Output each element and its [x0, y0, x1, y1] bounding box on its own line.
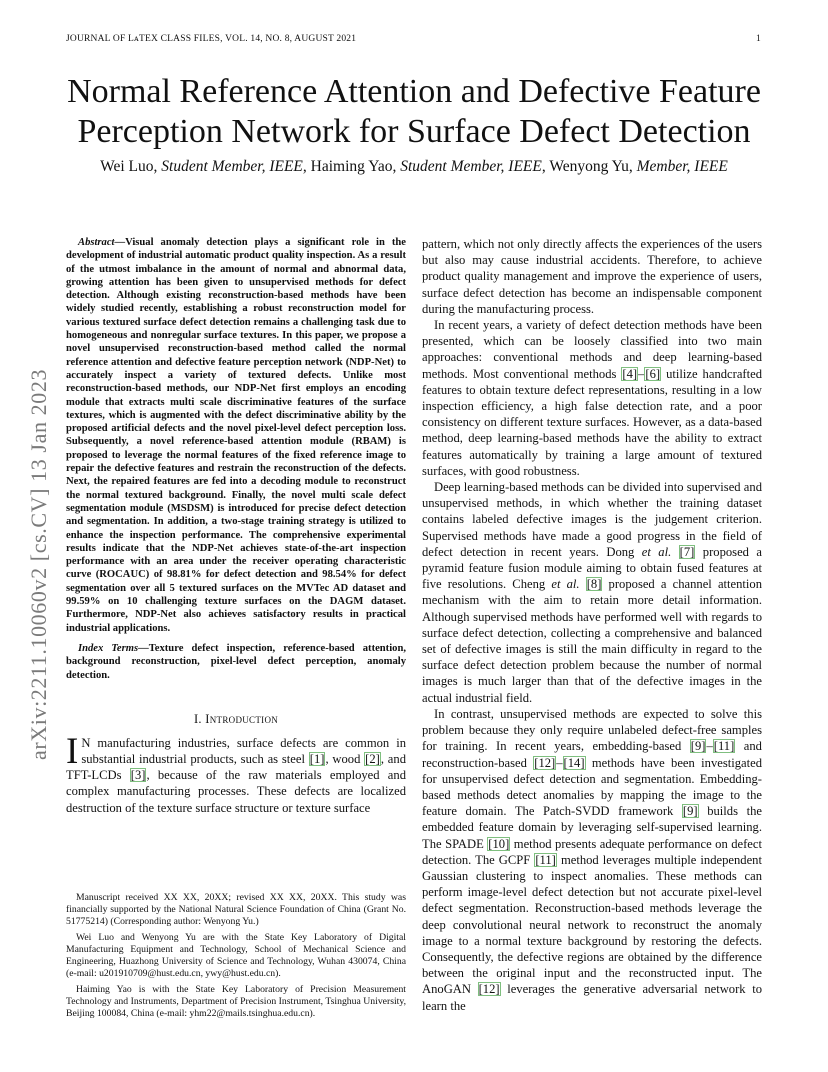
text-span: et al. [641, 544, 672, 559]
citation-link[interactable]: [6] [645, 366, 661, 381]
text-span: – [638, 366, 645, 381]
body-paragraph [422, 317, 762, 479]
footnotes [66, 892, 406, 1024]
text-span: et al. [551, 577, 580, 592]
text-span: N manufacturing industries, surface defects are common in substantial industrial products, such as steel [81, 735, 406, 766]
drop-cap: I [66, 730, 79, 772]
text-span: Deep learning-based methods can be divided into supervised and unsupervised methods, in which whether the training dataset contains labeled defective images is the judgement criterion. Supervised methods have made a good progress in the field of defect detection in recent years. Dong [422, 480, 762, 559]
citation-link[interactable]: [1] [309, 752, 325, 766]
citation-link[interactable]: [11] [535, 852, 556, 867]
right-column [422, 236, 762, 1014]
section-number: I. [193, 711, 206, 726]
body-paragraph: pattern, which not only directly affects the experiences of the users but also may cause industrial accidents. Therefore, to achieve product quality management and improve the experience of users, surface defect detection has become an indispensable component during the manufacturing process. [422, 237, 762, 316]
footnote: Wei Luo and Wenyong Yu are with the State Key Laboratory of Digital Manufacturing Equipment and Technology, School of Mechanical Science and Engineering, Huazhong University of Science and Technology, Wuhan 430074, China (e-mail: u201910709@hust.edu.cn, ywy@hust.edu.cn). [66, 932, 406, 979]
author-separator: , Wenyong Yu, [541, 158, 637, 175]
abstract-label: Abstract [78, 237, 115, 248]
text-span: methods have been investigated for unsupervised defect detection and segmentation. Embedding-based methods detect anomalies by mapping the image to the feature domain. The Patch-SVDD framework [422, 755, 763, 819]
citation-link[interactable]: [11] [713, 739, 735, 754]
left-column [66, 236, 406, 816]
arxiv-identifier: arXiv:2211.10060v2 [cs.CV] 13 Jan 2023 [26, 368, 51, 760]
running-header: JOURNAL OF LᴀTEX CLASS FILES, VOL. 14, NO. 8, AUGUST 2021 [66, 34, 357, 44]
citation-link[interactable]: [8] [586, 577, 602, 592]
text-span: method presents adequate performance on defect detection. The GCPF [422, 836, 762, 867]
citation-link[interactable]: [12] [478, 982, 500, 997]
text-span: , and TFT-LCDs [66, 752, 406, 783]
author-membership: Student Member, IEEE [161, 158, 303, 175]
author-name: Wei Luo, [100, 158, 162, 175]
citation-link[interactable]: [10] [488, 836, 510, 851]
citation-link[interactable]: [7] [679, 544, 695, 559]
intro-paragraph [66, 730, 406, 816]
text-span: leverages the generative adversarial network to learn the [422, 982, 762, 1013]
footnote: Manuscript received XX XX, 20XX; revised XX XX, 20XX. This study was financially supported by the National Natural Science Foundation of China (Grant No. 51775214) (Corresponding author: Wenyong Yu.) [66, 892, 406, 927]
index-terms [66, 642, 406, 682]
abstract [66, 236, 406, 635]
body-paragraph [422, 706, 762, 1014]
text-span: proposed a pyramid feature fusion module aiming to obtain fused features at five resolutions. Cheng [422, 544, 762, 592]
citation-link[interactable]: [12] [534, 755, 556, 770]
index-terms-label: Index Terms [78, 642, 139, 654]
text-span: utilize handcrafted features to obtain texture defect representations, resulting in a low inspection efficiency, a high false detection rate, and a poor consistency on different texture surfaces. However, as a data-based method, deep learning-based methods have the ability to extract features automatically by training a large amount of textured surfaces, with good robustness. [422, 366, 762, 478]
citation-link[interactable]: [9] [682, 804, 698, 819]
citation-link[interactable]: [4] [622, 366, 638, 381]
paper-title: Normal Reference Attention and Defective Feature Perception Network for Surface Defect Detection [67, 73, 761, 150]
text-span: builds the embedded feature domain by leveraging self-supervised learning. The SPADE [422, 804, 762, 851]
author-separator: , Haiming Yao, [302, 158, 401, 175]
citation-link[interactable]: [14] [563, 755, 585, 770]
abstract-text: —Visual anomaly detection plays a significant role in the development of industrial automatic product quality inspection. As a result of the utmost imbalance in the amount of normal and abnormal data, growing attention has been given to unsupervised methods for defect detection. Although existing reconstruction-based methods have been widely studied recently, establishing a robust reconstruction model for various textured surface defect detection remains a challenging task due to homogeneous and nonregular surface textures. In this paper, we propose a novel unsupervised reconstruction-based method called the normal reference attention and defective feature perception network (NDP-Net) to accurately inspect a variety of textured defects. Unlike most reconstruction-based methods, our NDP-Net first employs an encoding module that extracts multi scale discriminative features of the surface textures, which is augmented with the defect discriminative ability by the proposed artificial defects and the novel pixel-level defect perception loss. Subsequently, a novel reference-based attention module (RBAM) is proposed to leverage the normal features of the fixed reference image to repair the defective features and restrain the reconstruction of the defects. Next, the repaired features are fed into a decoding module to reconstruct the normal textured background. Finally, the novel multi scale defect segmentation module (MSDSM) is introduced for precise defect detection and segmentation. In addition, a two-stage training strategy is utilized to enhance the inspection performance. The comprehensive experimental results indicate that the NDP-Net achieves state-of-the-art inspection performance with an area under the receiver operating characteristic curve (ROCAUC) of 98.81% for defect detection and 98.54% for defect segmentation over all 5 textured surfaces on the MVTec AD dataset and 99.59% on 10 challenging texture surfaces on the DAGM dataset. Furthermore, NDP-Net also achieves satisfactory results in practical industrial applications. [66, 237, 406, 634]
section-heading [66, 712, 406, 727]
text-span: – [706, 739, 713, 754]
citation-link[interactable]: [9] [690, 739, 706, 754]
section-title: Introduction [205, 711, 279, 726]
page-number: 1 [756, 34, 761, 44]
author-membership: Student Member, IEEE [400, 158, 542, 175]
arxiv-sidebar [18, 290, 58, 760]
text-span: method leverages multiple independent Gaussian clustering to inspect anomalies. These methods can perform image-level defect detection but not accurate pixel-level defect segmentation. Reconstruction-based methods leverage the deep convolutional neural network to reconstruct the anomaly image to a normal texture background by restoring the defects. Consequently, the defective regions are obtained by the difference between the original input and the reconstructed input. The AnoGAN [422, 852, 762, 997]
citation-link[interactable]: [2] [365, 752, 380, 766]
text-span: , wood [325, 752, 365, 766]
author-line [40, 158, 788, 176]
citation-link[interactable]: [3] [130, 768, 146, 783]
text-span: In contrast, unsupervised methods are expected to solve this problem because they only require unlabeled defect-free samples for training. In recent years, embedding-based [422, 706, 762, 754]
text-span: proposed a channel attention mechanism with the aim to retain more detail information. Although supervised methods have performed well with regards to surface defect detection, collecting a comprehensive and balanced set of defective images is still the main difficulty in regard to the surface defect detection problem because the number of normal images is much larger than that of the defective images in the actual industrial field. [422, 577, 763, 705]
index-terms-text: —Texture defect inspection, reference-based attention, background reconstruction, pixel-level defect perception, anomaly detection. [66, 642, 406, 681]
text-span: – [556, 755, 563, 770]
body-paragraph [422, 479, 762, 706]
footnote: Haiming Yao is with the State Key Laboratory of Precision Measurement Technology and Instruments, Department of Precision Instrument, Tsinghua University, Beijing 100084, China (e-mail: yhm22@mails.tsinghua.edu.cn). [66, 984, 406, 1019]
text-span: , because of the raw materials employed and complex manufacturing processes. These defects are localized destruction of the texture surface structure or texture surface [66, 768, 406, 815]
text-span: In recent years, a variety of defect detection methods have been presented, which can be loosely classified into two main approaches: conventional methods and deep learning-based methods. Most conventional methods [422, 318, 762, 381]
author-membership: Member, IEEE [636, 158, 728, 175]
text-span: and reconstruction-based [422, 739, 762, 770]
